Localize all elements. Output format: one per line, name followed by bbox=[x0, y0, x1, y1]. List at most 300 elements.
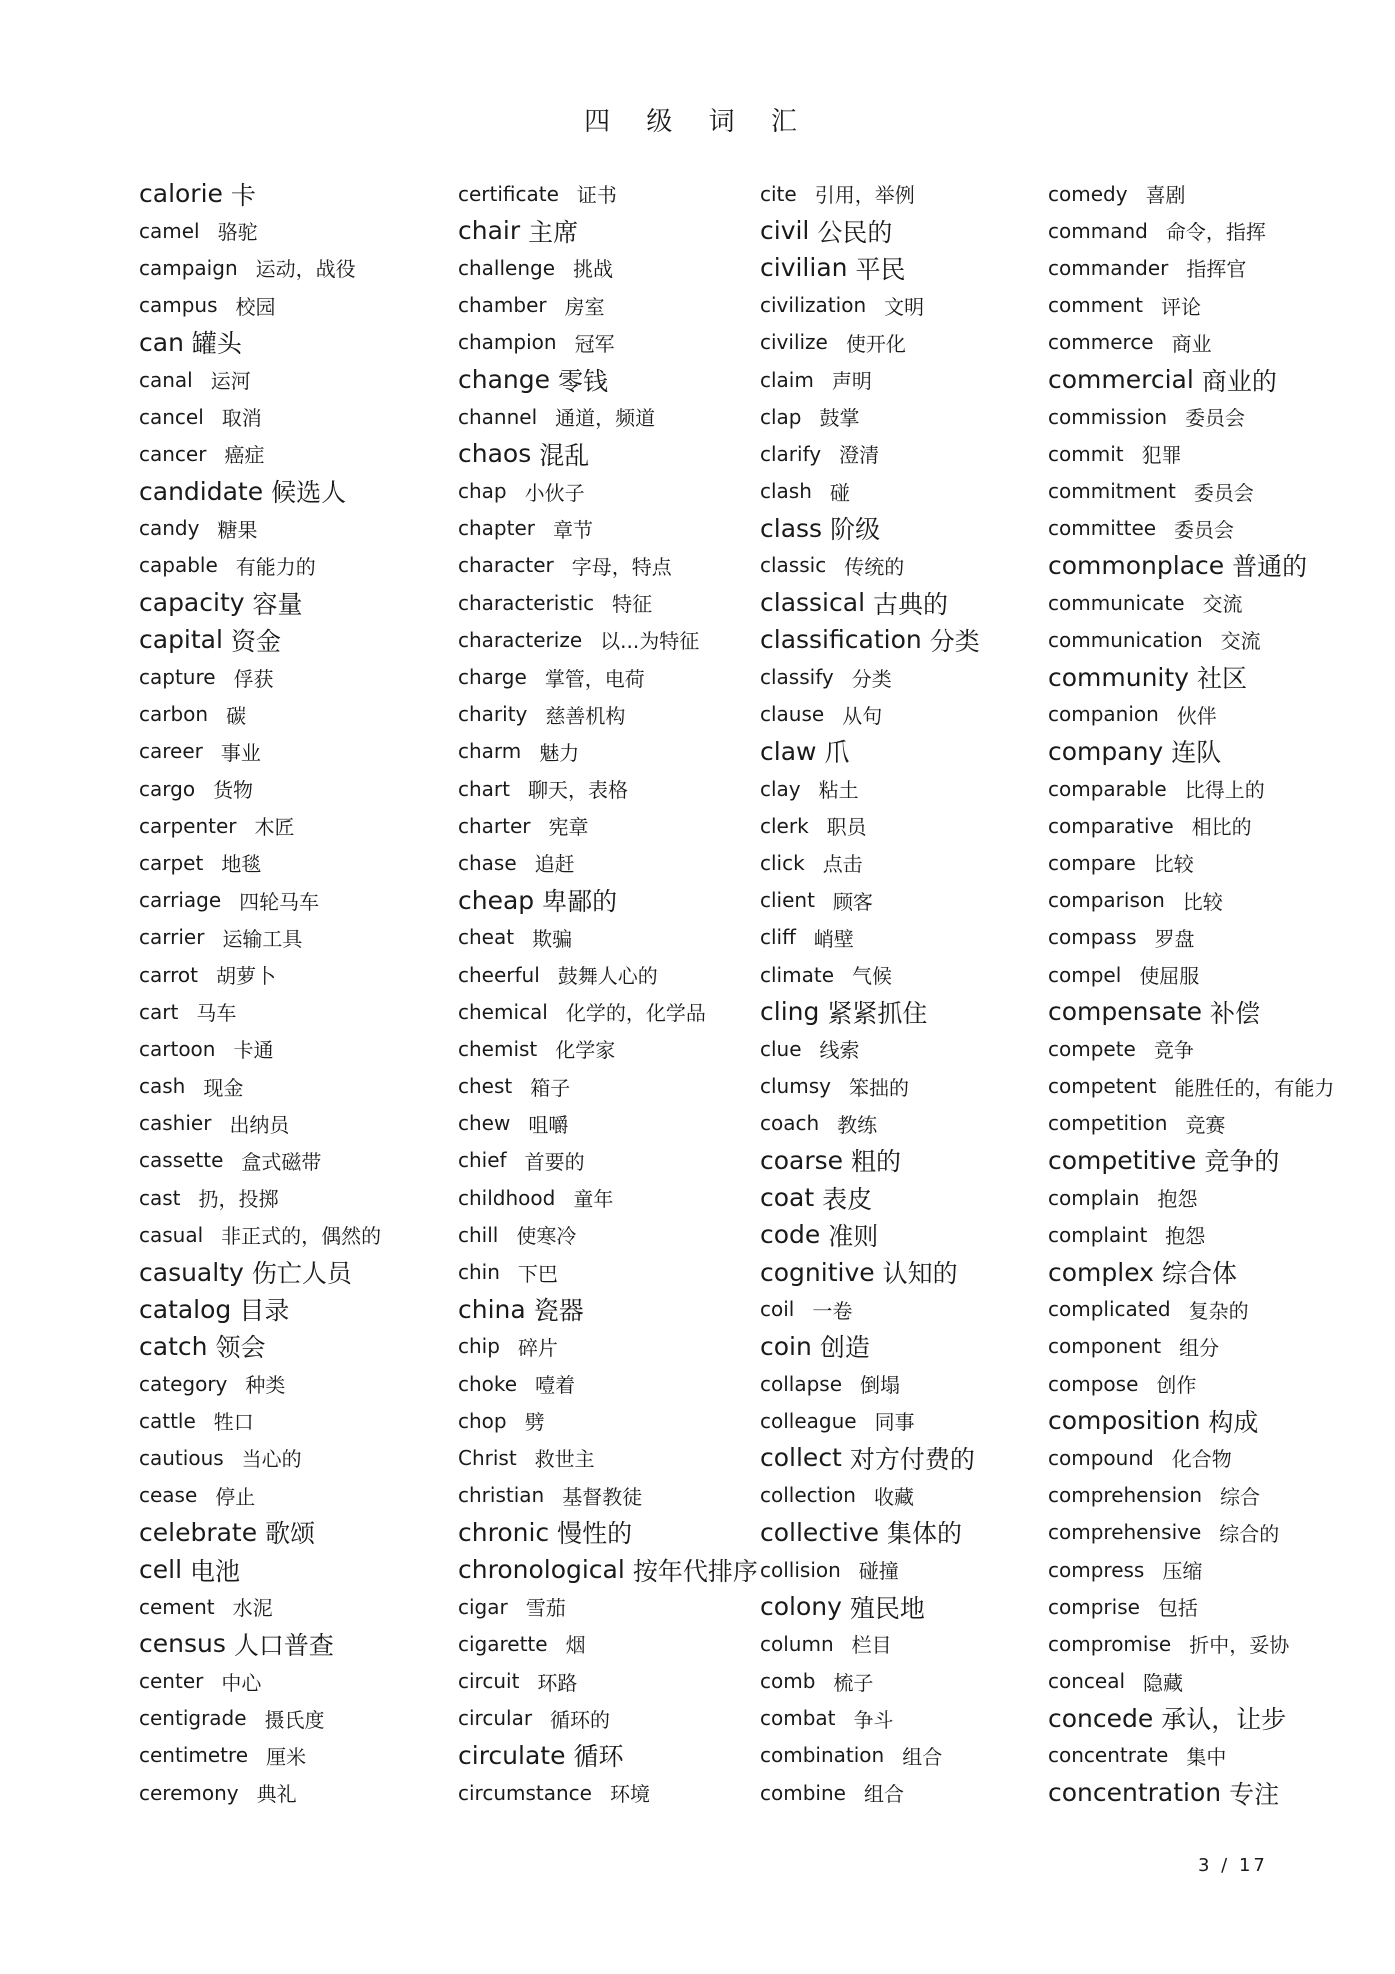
vocab-word: command bbox=[1048, 218, 1148, 243]
vocab-word: carriage bbox=[139, 888, 222, 913]
vocab-word: compel bbox=[1048, 962, 1122, 987]
vocab-entry bbox=[1048, 1737, 1378, 1774]
vocab-entry bbox=[760, 1365, 1090, 1402]
vocab-word: civil bbox=[760, 216, 810, 246]
vocab-word: concentration bbox=[1048, 1778, 1222, 1808]
vocab-entry bbox=[760, 770, 1090, 807]
vocab-word: choke bbox=[458, 1371, 518, 1396]
vocab-entry bbox=[139, 882, 469, 919]
vocab-entry bbox=[760, 398, 1090, 435]
vocab-word: clap bbox=[760, 404, 802, 429]
vocab-entry bbox=[760, 696, 1090, 733]
vocab-word: cling bbox=[760, 997, 820, 1027]
vocab-entry bbox=[139, 807, 469, 844]
vocab-entry bbox=[139, 435, 469, 472]
vocab-entry bbox=[458, 1030, 788, 1067]
vocab-entry bbox=[760, 1291, 1090, 1328]
vocab-meaning: 栏目 bbox=[851, 1633, 892, 1658]
vocab-meaning: 目录 bbox=[239, 1296, 290, 1326]
vocab-entry bbox=[760, 1477, 1090, 1514]
vocab-word: catalog bbox=[139, 1294, 232, 1324]
vocab-word: cartoon bbox=[139, 1036, 216, 1061]
vocab-word: character bbox=[458, 553, 554, 578]
vocab-entry bbox=[1048, 473, 1378, 510]
vocab-meaning: 四轮马车 bbox=[239, 889, 320, 914]
vocab-entry bbox=[1048, 733, 1378, 770]
vocab-word: chart bbox=[458, 776, 510, 801]
vocab-word: compete bbox=[1048, 1036, 1136, 1061]
vocab-meaning: 魅力 bbox=[539, 740, 580, 765]
vocab-entry bbox=[760, 882, 1090, 919]
vocab-meaning: 使开化 bbox=[845, 331, 906, 356]
vocab-meaning: 商业 bbox=[1171, 331, 1212, 356]
vocab-entry bbox=[139, 1439, 469, 1476]
vocab-word: colleague bbox=[760, 1408, 857, 1433]
vocab-entry bbox=[458, 658, 788, 695]
vocab-word: chief bbox=[458, 1148, 507, 1173]
vocab-entry bbox=[458, 584, 788, 621]
vocab-meaning: 一卷 bbox=[812, 1298, 853, 1323]
vocab-entry bbox=[458, 249, 788, 286]
vocab-word: comprehension bbox=[1048, 1483, 1203, 1508]
vocab-entry bbox=[139, 919, 469, 956]
vocab-word: compose bbox=[1048, 1371, 1139, 1396]
vocab-word: coil bbox=[760, 1297, 795, 1322]
vocab-meaning: 综合 bbox=[1220, 1484, 1261, 1509]
vocab-meaning: 殖民地 bbox=[849, 1593, 925, 1623]
vocab-word: christian bbox=[458, 1483, 545, 1508]
vocab-entry bbox=[458, 1068, 788, 1105]
vocab-meaning: 压缩 bbox=[1162, 1559, 1203, 1584]
vocab-meaning: 罐头 bbox=[191, 329, 242, 359]
vocab-entry bbox=[139, 1625, 469, 1662]
vocab-meaning: 分类 bbox=[851, 666, 892, 691]
vocab-entry bbox=[1048, 398, 1378, 435]
vocab-entry bbox=[458, 398, 788, 435]
vocab-entry bbox=[139, 1179, 469, 1216]
vocab-word: collapse bbox=[760, 1371, 843, 1396]
vocab-entry bbox=[458, 1700, 788, 1737]
vocab-meaning: 碰撞 bbox=[858, 1559, 899, 1584]
vocab-meaning: 环路 bbox=[537, 1670, 578, 1695]
vocab-entry bbox=[1048, 547, 1378, 584]
vocab-entry bbox=[139, 1328, 469, 1365]
vocab-word: comb bbox=[760, 1669, 816, 1694]
vocab-meaning: 鼓掌 bbox=[819, 406, 860, 431]
vocab-word: chew bbox=[458, 1111, 511, 1136]
page-title: 四 级 词 汇 bbox=[584, 107, 811, 137]
vocab-entry bbox=[1048, 1439, 1378, 1476]
vocab-word: click bbox=[760, 850, 805, 875]
vocab-meaning: 职员 bbox=[826, 815, 867, 840]
vocab-meaning: 笨拙的 bbox=[848, 1075, 909, 1100]
vocab-meaning: 化学的，化学品 bbox=[565, 1001, 706, 1026]
vocab-meaning: 下巴 bbox=[517, 1261, 558, 1286]
vocab-entry bbox=[1048, 287, 1378, 324]
vocab-word: chap bbox=[458, 479, 507, 504]
vocab-word: collision bbox=[760, 1557, 841, 1582]
vocab-meaning: 卑鄙的 bbox=[542, 887, 618, 917]
vocab-meaning: 运动，战役 bbox=[255, 257, 356, 282]
vocab-entry bbox=[458, 1625, 788, 1662]
vocab-entry bbox=[760, 212, 1090, 249]
vocab-word: clause bbox=[760, 702, 825, 727]
vocab-meaning: 资金 bbox=[230, 626, 281, 656]
vocab-word: cigarette bbox=[458, 1631, 548, 1656]
vocab-word: compound bbox=[1048, 1445, 1154, 1470]
vocab-entry bbox=[139, 844, 469, 881]
vocab-entry bbox=[1048, 956, 1378, 993]
vocab-entry bbox=[1048, 1477, 1378, 1514]
vocab-entry bbox=[760, 361, 1090, 398]
vocab-word: comprise bbox=[1048, 1594, 1140, 1619]
vocab-meaning: 糖果 bbox=[217, 517, 258, 542]
vocab-word: casualty bbox=[139, 1257, 244, 1287]
vocab-entry bbox=[139, 510, 469, 547]
vocab-word: candy bbox=[139, 516, 200, 541]
vocab-entry bbox=[760, 1105, 1090, 1142]
vocab-meaning: 能胜任的，有能力 bbox=[1174, 1075, 1335, 1100]
vocab-word: characterize bbox=[458, 627, 583, 652]
vocab-entry bbox=[760, 844, 1090, 881]
vocab-meaning: 骆驼 bbox=[217, 220, 258, 245]
vocab-entry bbox=[1048, 324, 1378, 361]
vocab-meaning: 噎着 bbox=[535, 1373, 576, 1398]
vocab-word: comparison bbox=[1048, 888, 1165, 913]
vocab-word: chemist bbox=[458, 1036, 538, 1061]
vocab-meaning: 比得上的 bbox=[1184, 778, 1265, 803]
vocab-meaning: 停止 bbox=[215, 1484, 256, 1509]
vocab-meaning: 欺骗 bbox=[532, 926, 573, 951]
vocab-meaning: 折中，妥协 bbox=[1189, 1633, 1290, 1658]
vocab-meaning: 收藏 bbox=[873, 1484, 914, 1509]
vocab-word: cast bbox=[139, 1185, 181, 1210]
vocab-meaning: 粗的 bbox=[851, 1147, 902, 1177]
vocab-meaning: 事业 bbox=[220, 740, 261, 765]
vocab-entry bbox=[458, 547, 788, 584]
vocab-word: coat bbox=[760, 1183, 815, 1213]
vocab-meaning: 交流 bbox=[1220, 629, 1261, 654]
vocab-meaning: 评论 bbox=[1161, 294, 1202, 319]
vocab-word: collect bbox=[760, 1443, 842, 1473]
vocab-word: column bbox=[760, 1631, 834, 1656]
vocab-meaning: 综合的 bbox=[1219, 1521, 1280, 1546]
vocab-entry bbox=[1048, 249, 1378, 286]
vocab-entry bbox=[1048, 1402, 1378, 1439]
vocab-meaning: 癌症 bbox=[224, 443, 265, 468]
vocab-entry bbox=[760, 658, 1090, 695]
vocab-word: commit bbox=[1048, 441, 1124, 466]
vocab-word: cash bbox=[139, 1074, 186, 1099]
vocab-meaning: 典礼 bbox=[256, 1782, 297, 1807]
vocab-meaning: 胡萝卜 bbox=[215, 964, 276, 989]
vocab-meaning: 委员会 bbox=[1193, 480, 1254, 505]
vocab-column-4 bbox=[1048, 175, 1378, 1811]
vocab-meaning: 组合 bbox=[902, 1744, 943, 1769]
vocab-entry bbox=[760, 1030, 1090, 1067]
vocab-meaning: 抱怨 bbox=[1165, 1224, 1206, 1249]
vocab-meaning: 零钱 bbox=[558, 366, 609, 396]
vocab-entry bbox=[458, 212, 788, 249]
vocab-meaning: 创造 bbox=[819, 1333, 870, 1363]
vocab-word: centigrade bbox=[139, 1706, 247, 1731]
vocab-entry bbox=[139, 398, 469, 435]
vocab-meaning: 承认，让步 bbox=[1161, 1705, 1287, 1735]
vocab-meaning: 现金 bbox=[203, 1075, 244, 1100]
vocab-word: change bbox=[458, 365, 551, 395]
vocab-meaning: 聊天，表格 bbox=[528, 778, 628, 803]
vocab-word: coach bbox=[760, 1111, 820, 1136]
vocab-word: china bbox=[458, 1294, 526, 1324]
vocab-entry bbox=[760, 175, 1090, 212]
vocab-word: cargo bbox=[139, 776, 196, 801]
vocab-entry bbox=[139, 175, 469, 212]
vocab-meaning: 传统的 bbox=[844, 554, 905, 579]
vocab-word: carpenter bbox=[139, 813, 237, 838]
vocab-entry bbox=[139, 473, 469, 510]
vocab-meaning: 货物 bbox=[213, 778, 254, 803]
vocab-meaning: 追赶 bbox=[534, 852, 575, 877]
vocab-entry bbox=[139, 1402, 469, 1439]
vocab-word: cease bbox=[139, 1483, 198, 1508]
vocab-meaning: 牲口 bbox=[213, 1410, 254, 1435]
vocab-word: commission bbox=[1048, 404, 1168, 429]
vocab-word: canal bbox=[139, 367, 193, 392]
vocab-word: chronic bbox=[458, 1517, 550, 1547]
vocab-meaning: 咀嚼 bbox=[528, 1112, 569, 1137]
vocab-word: civilian bbox=[760, 253, 848, 283]
vocab-meaning: 气候 bbox=[852, 964, 892, 989]
vocab-word: classical bbox=[760, 588, 866, 618]
vocab-word: camel bbox=[139, 218, 200, 243]
vocab-word: ceremony bbox=[139, 1780, 239, 1805]
vocab-word: carpet bbox=[139, 850, 204, 875]
vocab-word: capacity bbox=[139, 588, 245, 618]
vocab-meaning: 运输工具 bbox=[222, 926, 303, 951]
vocab-entry bbox=[458, 510, 788, 547]
vocab-entry bbox=[760, 1514, 1090, 1551]
vocab-meaning: 补偿 bbox=[1210, 998, 1261, 1028]
vocab-word: competitive bbox=[1048, 1145, 1197, 1175]
vocab-meaning: 盒式磁带 bbox=[241, 1149, 322, 1174]
vocab-word: clumsy bbox=[760, 1074, 831, 1099]
vocab-entry bbox=[139, 770, 469, 807]
vocab-word: collection bbox=[760, 1483, 856, 1508]
vocab-word: calorie bbox=[139, 179, 223, 209]
vocab-meaning: 爪 bbox=[824, 738, 850, 768]
vocab-meaning: 房室 bbox=[564, 294, 605, 319]
vocab-word: chamber bbox=[458, 293, 547, 318]
vocab-entry bbox=[139, 1663, 469, 1700]
vocab-word: complicated bbox=[1048, 1297, 1171, 1322]
vocab-entry bbox=[1048, 1774, 1378, 1811]
vocab-meaning: 使屈服 bbox=[1139, 964, 1200, 989]
vocab-meaning: 集体的 bbox=[886, 1519, 962, 1549]
vocab-meaning: 商业的 bbox=[1201, 366, 1277, 396]
vocab-meaning: 指挥官 bbox=[1186, 257, 1247, 282]
vocab-word: comprehensive bbox=[1048, 1520, 1202, 1545]
vocab-word: cognitive bbox=[760, 1257, 875, 1287]
vocab-meaning: 峭壁 bbox=[813, 926, 854, 951]
vocab-meaning: 主席 bbox=[528, 217, 579, 247]
vocab-meaning: 雪茄 bbox=[525, 1596, 566, 1621]
vocab-meaning: 连队 bbox=[1171, 738, 1222, 768]
vocab-word: champion bbox=[458, 330, 557, 355]
vocab-word: chapter bbox=[458, 516, 535, 541]
vocab-entry bbox=[760, 1439, 1090, 1476]
vocab-meaning: 章节 bbox=[553, 517, 593, 542]
vocab-entry bbox=[139, 1105, 469, 1142]
vocab-meaning: 容量 bbox=[252, 589, 303, 619]
vocab-meaning: 澄清 bbox=[839, 443, 880, 468]
vocab-word: cancel bbox=[139, 404, 204, 429]
vocab-entry bbox=[1048, 882, 1378, 919]
vocab-entry bbox=[1048, 1365, 1378, 1402]
vocab-word: cashier bbox=[139, 1111, 212, 1136]
vocab-entry bbox=[458, 993, 788, 1030]
vocab-word: comparative bbox=[1048, 813, 1174, 838]
vocab-word: comparable bbox=[1048, 776, 1167, 801]
vocab-meaning: 伤亡人员 bbox=[251, 1259, 352, 1289]
vocab-word: colony bbox=[760, 1592, 842, 1622]
vocab-entry bbox=[1048, 1700, 1378, 1737]
vocab-entry bbox=[458, 1365, 788, 1402]
vocab-meaning: 竞争 bbox=[1153, 1038, 1194, 1063]
vocab-word: cheap bbox=[458, 885, 535, 915]
vocab-meaning: 人口普查 bbox=[233, 1630, 334, 1660]
vocab-entry bbox=[1048, 175, 1378, 212]
vocab-entry bbox=[1048, 621, 1378, 658]
vocab-word: circuit bbox=[458, 1669, 520, 1694]
vocab-meaning: 当心的 bbox=[241, 1447, 302, 1472]
vocab-word: cell bbox=[139, 1555, 183, 1585]
vocab-entry bbox=[1048, 1625, 1378, 1662]
vocab-entry bbox=[458, 1439, 788, 1476]
vocab-meaning: 碰 bbox=[829, 480, 850, 505]
vocab-entry bbox=[139, 1514, 469, 1551]
vocab-word: census bbox=[139, 1629, 226, 1659]
vocab-meaning: 首要的 bbox=[524, 1149, 585, 1174]
vocab-meaning: 循环 bbox=[573, 1742, 624, 1772]
vocab-meaning: 普通的 bbox=[1232, 552, 1308, 582]
vocab-entry bbox=[139, 696, 469, 733]
vocab-entry bbox=[458, 770, 788, 807]
vocab-meaning: 慢性的 bbox=[557, 1519, 633, 1549]
vocab-meaning: 公民的 bbox=[817, 217, 893, 247]
vocab-meaning: 古典的 bbox=[873, 589, 949, 619]
vocab-word: complaint bbox=[1048, 1222, 1148, 1247]
vocab-meaning: 竞赛 bbox=[1185, 1112, 1226, 1137]
vocab-word: clerk bbox=[760, 813, 809, 838]
vocab-entry bbox=[760, 1663, 1090, 1700]
vocab-entry bbox=[1048, 658, 1378, 695]
vocab-word: cancer bbox=[139, 441, 207, 466]
vocab-entry bbox=[1048, 1105, 1378, 1142]
vocab-entry bbox=[760, 1328, 1090, 1365]
vocab-word: civilize bbox=[760, 330, 828, 355]
vocab-entry bbox=[139, 1477, 469, 1514]
vocab-meaning: 木匠 bbox=[254, 815, 295, 840]
vocab-column-3 bbox=[760, 175, 1090, 1811]
vocab-word: circulate bbox=[458, 1740, 566, 1770]
vocab-entry bbox=[458, 324, 788, 361]
vocab-entry bbox=[1048, 1253, 1378, 1290]
vocab-meaning: 喜剧 bbox=[1145, 183, 1186, 208]
vocab-meaning: 混乱 bbox=[539, 440, 590, 470]
vocab-meaning: 地毯 bbox=[221, 852, 262, 877]
vocab-meaning: 复杂的 bbox=[1188, 1298, 1249, 1323]
vocab-entry bbox=[139, 584, 469, 621]
vocab-word: comment bbox=[1048, 293, 1144, 318]
vocab-meaning: 竞争的 bbox=[1204, 1147, 1280, 1177]
vocab-word: center bbox=[139, 1669, 204, 1694]
vocab-word: concede bbox=[1048, 1703, 1154, 1733]
vocab-meaning: 声明 bbox=[831, 369, 872, 394]
vocab-word: code bbox=[760, 1220, 821, 1250]
vocab-entry bbox=[1048, 1068, 1378, 1105]
vocab-entry bbox=[760, 956, 1090, 993]
vocab-meaning: 伙伴 bbox=[1176, 703, 1217, 728]
vocab-word: can bbox=[139, 327, 184, 357]
vocab-word: clay bbox=[760, 776, 801, 801]
vocab-meaning: 阶级 bbox=[830, 515, 881, 545]
vocab-word: channel bbox=[458, 404, 538, 429]
vocab-entry bbox=[458, 1737, 788, 1774]
vocab-entry bbox=[760, 584, 1090, 621]
vocab-word: conceal bbox=[1048, 1669, 1126, 1694]
vocab-entry bbox=[760, 1551, 1090, 1588]
vocab-entry bbox=[760, 1216, 1090, 1253]
vocab-entry bbox=[1048, 844, 1378, 881]
vocab-entry bbox=[760, 919, 1090, 956]
vocab-entry bbox=[139, 1030, 469, 1067]
vocab-meaning: 挑战 bbox=[573, 257, 614, 282]
vocab-meaning: 鼓舞人心的 bbox=[557, 964, 658, 989]
vocab-entry bbox=[458, 1142, 788, 1179]
vocab-entry bbox=[458, 621, 788, 658]
vocab-entry bbox=[139, 287, 469, 324]
vocab-word: celebrate bbox=[139, 1517, 258, 1547]
vocab-meaning: 基督教徒 bbox=[562, 1484, 643, 1509]
vocab-meaning: 瓷器 bbox=[533, 1296, 584, 1326]
vocab-meaning: 通道，频道 bbox=[555, 406, 656, 431]
vocab-entry bbox=[458, 1402, 788, 1439]
vocab-entry bbox=[760, 1253, 1090, 1290]
vocab-meaning: 校园 bbox=[235, 294, 276, 319]
vocab-entry bbox=[458, 1179, 788, 1216]
vocab-word: cheat bbox=[458, 925, 515, 950]
vocab-entry bbox=[139, 212, 469, 249]
vocab-meaning: 俘获 bbox=[233, 666, 274, 691]
vocab-entry bbox=[139, 1588, 469, 1625]
vocab-entry bbox=[139, 1700, 469, 1737]
vocab-word: cart bbox=[139, 999, 179, 1024]
vocab-word: community bbox=[1048, 662, 1189, 692]
vocab-word: cite bbox=[760, 181, 797, 206]
vocab-entry bbox=[458, 1774, 788, 1811]
vocab-entry bbox=[1048, 1216, 1378, 1253]
vocab-word: component bbox=[1048, 1334, 1162, 1359]
vocab-entry bbox=[1048, 435, 1378, 472]
vocab-meaning: 出纳员 bbox=[229, 1112, 290, 1137]
vocab-entry bbox=[760, 435, 1090, 472]
vocab-entry bbox=[1048, 1514, 1378, 1551]
vocab-word: commander bbox=[1048, 255, 1169, 280]
vocab-meaning: 按年代排序 bbox=[632, 1556, 758, 1586]
vocab-entry bbox=[760, 1402, 1090, 1439]
vocab-meaning: 非正式的，偶然的 bbox=[221, 1224, 382, 1249]
vocab-entry bbox=[1048, 212, 1378, 249]
